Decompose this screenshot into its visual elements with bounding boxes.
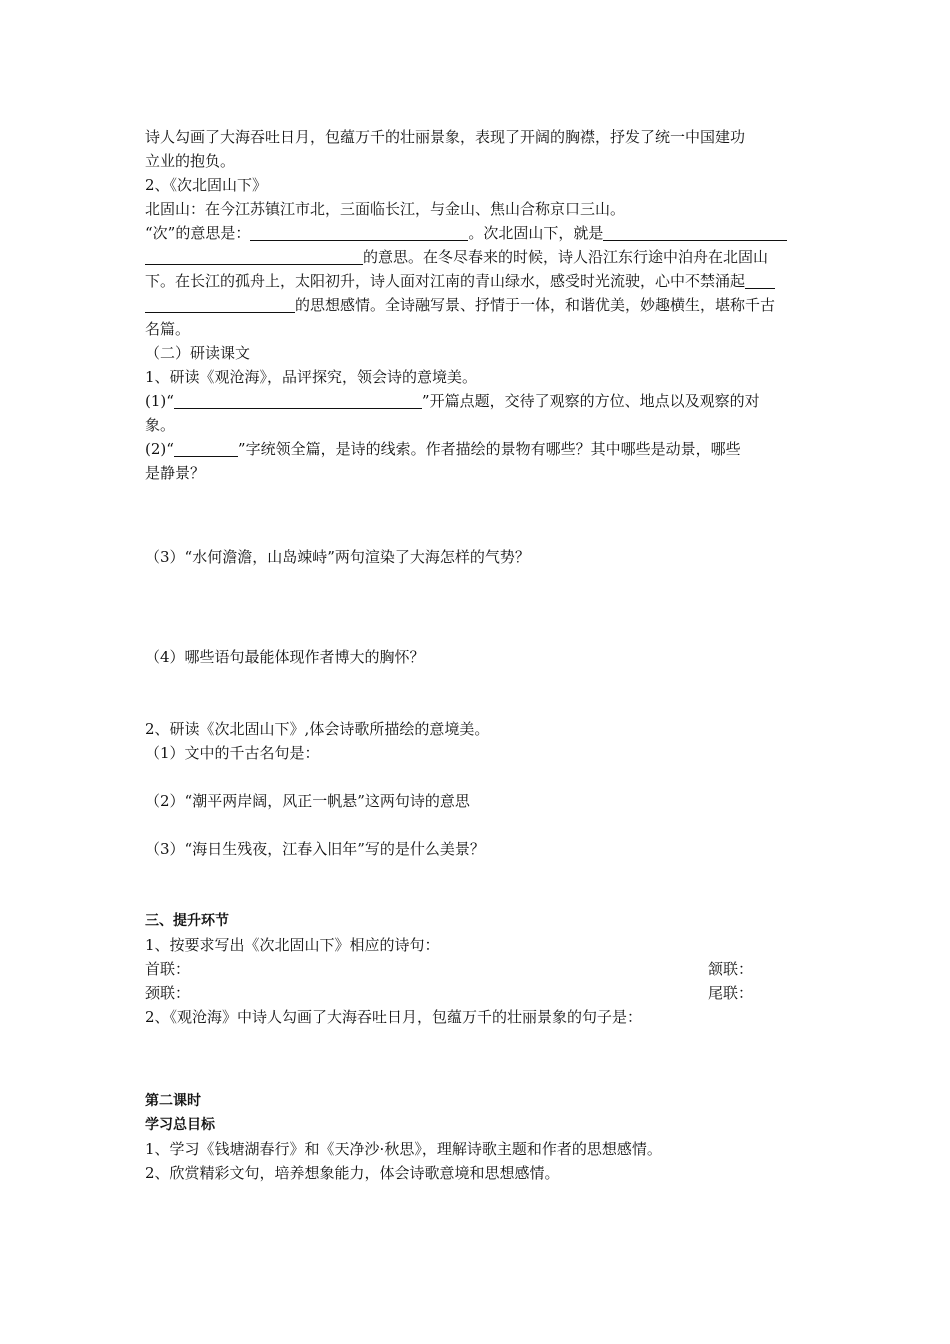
text-fragment: ”开篇点题，交待了观察的方位、地点以及观察的对 xyxy=(421,392,760,410)
text-fragment: ”字统领全篇，是诗的线索。作者描绘的景物有哪些？其中哪些是动景，哪些 xyxy=(237,440,741,458)
text-line: 1、按要求写出《次北固山下》相应的诗句： xyxy=(145,936,440,954)
text-line xyxy=(145,957,817,981)
section-title: 学习总目标 xyxy=(145,1117,215,1133)
question-line: （4）哪些语句最能体现作者博大的胸怀？ xyxy=(145,648,425,666)
question-line: （1）文中的千古名句是： xyxy=(145,744,320,762)
text-line: 北固山：在今江苏镇江市北，三面临长江，与金山、焦山合称京口三山。 xyxy=(145,200,626,218)
text-line: 名篇。 xyxy=(145,320,191,338)
text-line xyxy=(145,437,817,461)
text-line xyxy=(145,293,817,317)
text-line: 是静景？ xyxy=(145,464,206,482)
fill-blank[interactable] xyxy=(745,272,775,289)
fill-blank[interactable] xyxy=(145,296,295,313)
text-line: 2、欣赏精彩文句，培养想象能力，体会诗歌意境和思想感情。 xyxy=(145,1164,560,1182)
section-title: 三、提升环节 xyxy=(145,913,229,929)
text-line: 1、研读《观沧海》，品评探究，领会诗的意境美。 xyxy=(145,368,478,386)
text-fragment: (1)“ xyxy=(145,392,174,410)
text-fragment: 的意思。在冬尽春来的时候，诗人沿江东行途中泊舟在北固山 xyxy=(363,248,769,266)
question-line: （3）“水何澹澹，山岛竦峙”两句渲染了大海怎样的气势？ xyxy=(145,548,530,566)
text-fragment: 的思想感情。全诗融写景、抒情于一体，和谐优美，妙趣横生，堪称千古 xyxy=(295,296,776,314)
fill-blank[interactable] xyxy=(145,248,363,265)
text-line: 2、研读《次北固山下》,体会诗歌所描绘的意境美。 xyxy=(145,720,490,738)
text-line: 立业的抱负。 xyxy=(145,152,236,170)
text-line xyxy=(145,221,817,245)
text-fragment: 。次北固山下，就是 xyxy=(468,224,604,242)
question-line: （3）“海日生残夜，江春入旧年”写的是什么美景？ xyxy=(145,840,485,858)
text-line xyxy=(145,269,817,293)
section-heading: （二）研读课文 xyxy=(145,344,251,362)
answer-label: 颈联： xyxy=(145,984,191,1002)
fill-blank[interactable] xyxy=(603,224,787,241)
fill-blank[interactable] xyxy=(174,392,422,409)
answer-label: 首联： xyxy=(145,960,191,978)
answer-space[interactable] xyxy=(145,1029,817,1089)
section-title: 第二课时 xyxy=(145,1093,201,1109)
answer-space[interactable] xyxy=(145,569,817,645)
text-line xyxy=(145,981,817,1005)
answer-label: 尾联： xyxy=(707,984,753,1002)
text-line: 诗人勾画了大海吞吐日月，包蕴万千的壮丽景象，表现了开阔的胸襟，抒发了统一中国建功 xyxy=(145,128,746,146)
text-line: 象。 xyxy=(145,416,176,434)
text-fragment: (2)“ xyxy=(145,440,174,458)
answer-space[interactable] xyxy=(145,765,817,789)
answer-space[interactable] xyxy=(145,813,817,837)
fill-blank[interactable] xyxy=(250,224,468,241)
text-line: 1、学习《钱塘湖春行》和《天净沙·秋思》，理解诗歌主题和作者的思想感情。 xyxy=(145,1140,662,1158)
question-line: （2）“潮平两岸阔，风正一帆悬”这两句诗的意思 xyxy=(145,792,470,810)
text-line xyxy=(145,245,817,269)
document-page xyxy=(145,125,817,1185)
answer-label: 颔联： xyxy=(707,960,753,978)
question-line: 2、《观沧海》中诗人勾画了大海吞吐日月，包蕴万千的壮丽景象的句子是： xyxy=(145,1008,643,1026)
text-line xyxy=(145,389,817,413)
answer-space[interactable] xyxy=(145,669,817,717)
answer-space[interactable] xyxy=(145,485,817,545)
text-fragment: 下。在长江的孤舟上，太阳初升，诗人面对江南的青山绿水，感受时光流驶，心中不禁涌起 xyxy=(145,272,746,290)
text-line: 2、《次北固山下》 xyxy=(145,176,268,194)
text-fragment: “次”的意思是： xyxy=(145,224,251,242)
fill-blank[interactable] xyxy=(174,440,238,457)
